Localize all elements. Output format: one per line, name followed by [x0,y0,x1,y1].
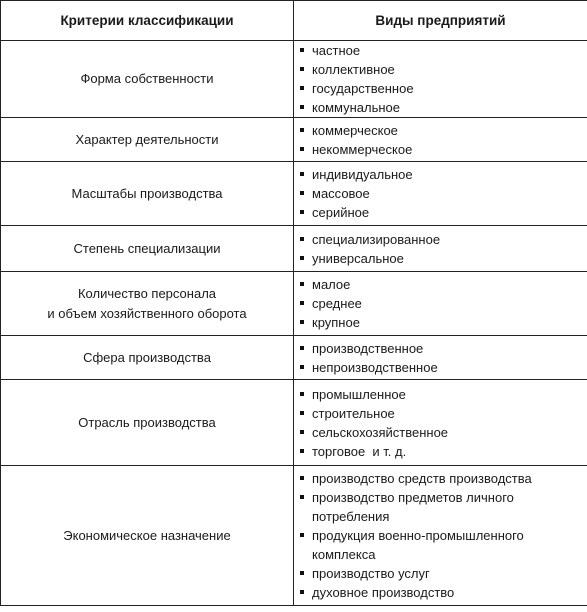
kinds-cell [294,162,587,226]
table-row [1,226,587,272]
kinds-list [294,385,587,461]
list-item: некоммерческое [294,140,587,159]
list-item: коллективное [294,60,587,79]
kinds-cell [294,226,587,272]
list-item: строительное [294,404,587,423]
criterion-cell: Характер деятельности [1,118,294,162]
list-item: духовное производство [294,583,587,602]
list-item: коммерческое [294,121,587,140]
criterion-cell: Сфера производства [1,336,294,380]
kinds-list [294,165,587,222]
criteria-header: Критерии классификации [1,1,294,41]
list-item: торговое и т. д. [294,442,587,461]
list-item: индивидуальное [294,165,587,184]
table-row [1,336,587,380]
list-item: производство услуг [294,564,587,583]
kinds-list [294,230,587,268]
kinds-cell [294,380,587,466]
list-item: частное [294,41,587,60]
kinds-cell [294,272,587,336]
list-item: производство предметов личного потребления [294,488,587,526]
kinds-list [294,469,587,602]
list-item: непроизводственное [294,358,587,377]
kinds-list [294,275,587,332]
criterion-cell: Степень специализации [1,226,294,272]
table-row [1,118,587,162]
list-item: универсальное [294,249,587,268]
list-item: коммунальное [294,98,587,117]
kinds-cell [294,118,587,162]
list-item: производственное [294,339,587,358]
criterion-cell: Количество персонала и объем хозяйственного оборота [1,272,294,336]
list-item: серийное [294,203,587,222]
table-row [1,272,587,336]
kinds-cell [294,336,587,380]
list-item: сельскохозяйственное [294,423,587,442]
table-row [1,380,587,466]
kinds-list [294,121,587,159]
table-row [1,41,587,118]
kinds-list [294,339,587,377]
criterion-cell: Масштабы производства [1,162,294,226]
criterion-cell: Экономическое назначение [1,466,294,606]
list-item: массовое [294,184,587,203]
header-row [1,1,587,41]
list-item: промышленное [294,385,587,404]
kinds-cell [294,466,587,606]
list-item: малое [294,275,587,294]
kinds-list [294,41,587,117]
criterion-cell: Форма собственности [1,41,294,118]
list-item: специализированное [294,230,587,249]
criterion-cell: Отрасль производства [1,380,294,466]
list-item: государственное [294,79,587,98]
list-item: производство средств производства [294,469,587,488]
list-item: среднее [294,294,587,313]
kinds-header: Виды предприятий [294,1,587,41]
kinds-cell [294,41,587,118]
table-row [1,466,587,606]
list-item: продукция военно-промышленного комплекса [294,526,587,564]
list-item: крупное [294,313,587,332]
table-row [1,162,587,226]
